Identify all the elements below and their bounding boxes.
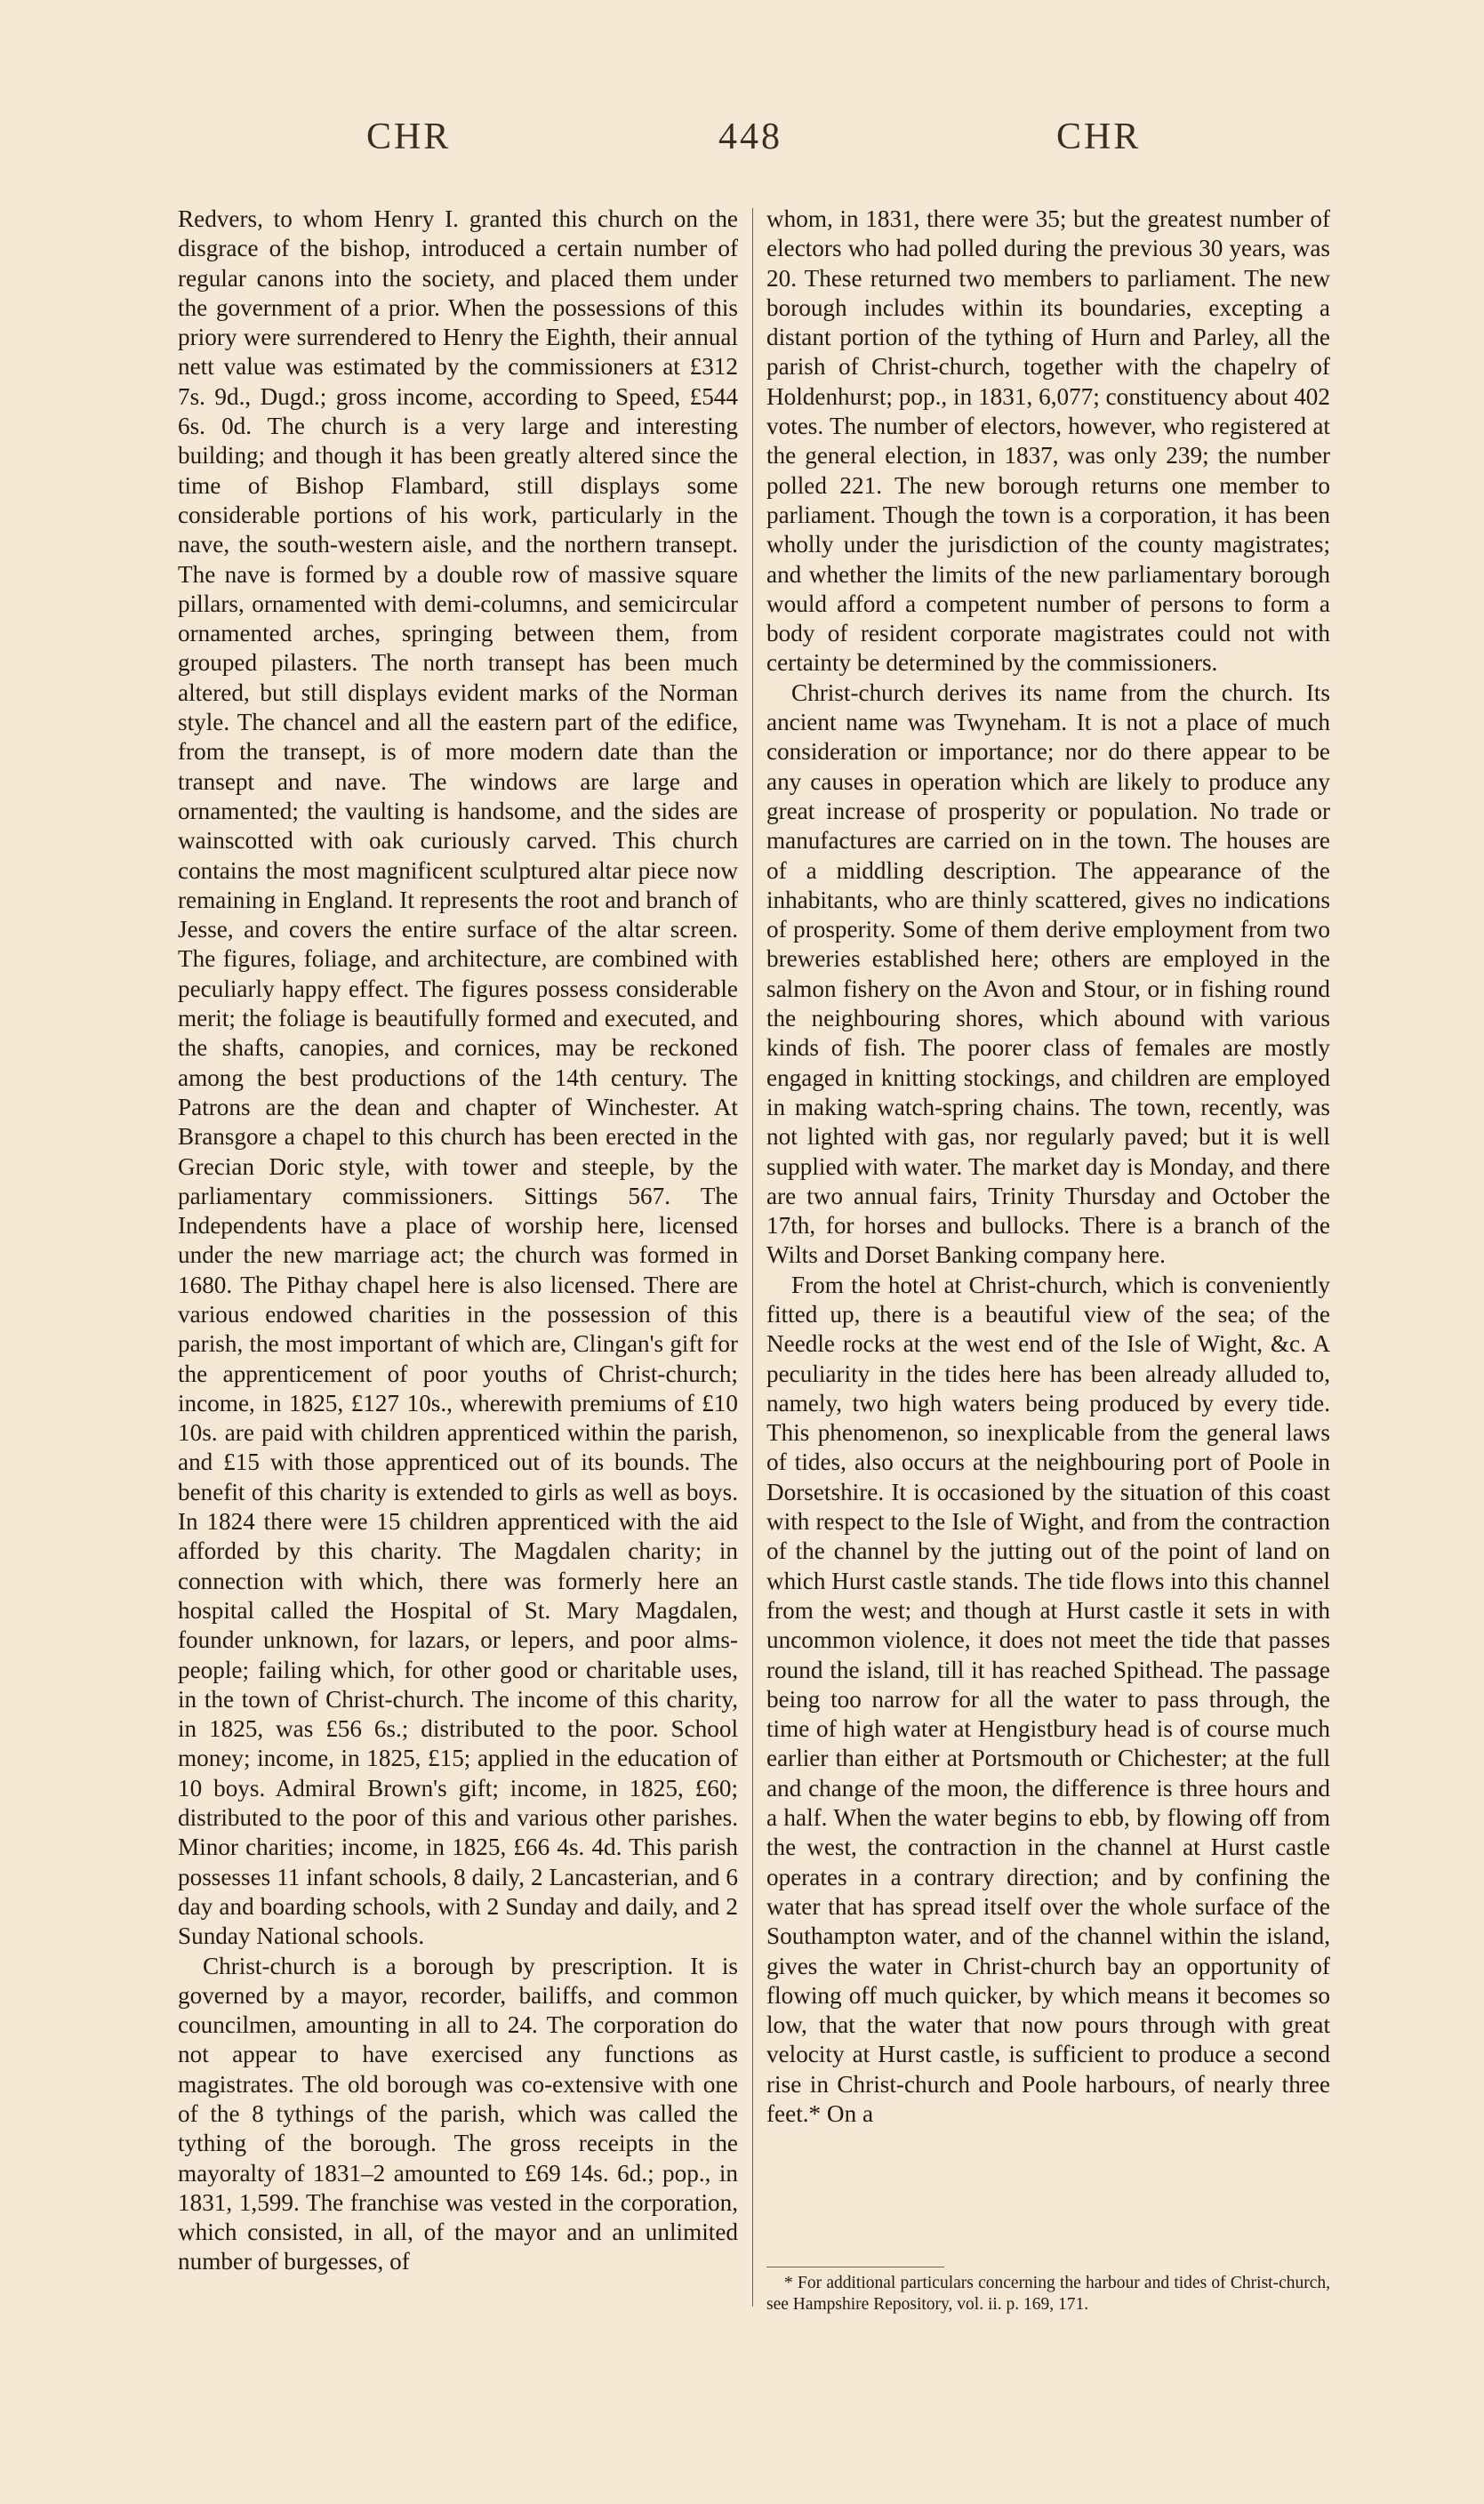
page-number: 448 — [718, 116, 782, 157]
paragraph: Christ-church is a borough by prescription. It is governed by a mayor, recorder, bailiffs, and common councilmen, amounting in all to 24. The corporation do not appear to have exercised any functions as magistrates. The old borough was co-extensive with one of the 8 tythings of the parish, which was called the tything of the borough. The gross receipts in the mayoralty of 1831–2 amounted to £69 14s. 6d.; pop., in 1831, 1,599. The franchise was vested in the corporation, which consisted, in all, of the mayor and an unlimited number of burgesses, of — [178, 1952, 738, 2275]
paragraph: From the hotel at Christ-church, which is conveniently fitted up, there is a beautiful view of the sea; of the Needle rocks at the west end of the Isle of Wight, &c. A peculiarity in the tides here has been already alluded to, namely, two high waters being produced by every tide. This phenomenon, so inexplicable from the general laws of tides, also occurs at the neighbouring port of Poole in Dorsetshire. It is occasioned by the situation of this coast with respect to the Isle of Wight, and from the contraction of the channel by the jutting out of the point of land on which Hurst castle stands. The tide flows into this channel from the west; and though at Hurst castle it sets in with uncommon violence, it does not meet the tide that passes round the island, till it has reached Spithead. The passage being too narrow for all the water to pass through, the time of high water at Hengistbury head is of course much earlier than either at Portsmouth or Chichester; at the full and change of the moon, the difference is three hours and a half. When the water begins to ebb, by flowing off from the west, the contraction in the channel at Hurst castle operates in a contrary direction; and by confining the water that has spread itself over the whole surface of the Southampton water, and of the channel within the island, gives the water in Christ-church bay an opportunity of flowing off much quicker, by which means it becomes so low, that the water that now pours through with great velocity at Hurst castle, is sufficient to produce a second rise in Christ-church and Poole harbours, of nearly three feet.* On a — [766, 1271, 1330, 2127]
footnote: * For additional particulars concerning the harbour and tides of Christ-church, see Hampshire Repository, vol. ii. p. 169, 171. — [766, 2274, 1330, 2314]
paragraph: Christ-church derives its name from the church. Its ancient name was Twyneham. It is not a place of much consideration or importance; nor do there appear to be any causes in operation which are likely to produce any great increase of prosperity or population. No trade or manufactures are carried on in the town. The houses are of a middling description. The appearance of the inhabitants, who are thinly scattered, gives no indications of prosperity. Some of them derive employment from two breweries established here; others are employed in the salmon fishery on the Avon and Stour, or in fishing round the neighbouring shores, which abound with various kinds of fish. The poorer class of females are mostly engaged in knitting stockings, and children are employed in making watch-spring chains. The town, recently, was not lighted with gas, nor regularly paved; but it is well supplied with water. The market day is Monday, and there are two annual fairs, Trinity Thursday and October the 17th, for horses and bullocks. There is a branch of the Wilts and Dorset Banking company here. — [766, 678, 1330, 1269]
right-text-column — [766, 205, 1330, 2129]
paragraph: whom, in 1831, there were 35; but the greatest number of electors who had polled during the previous 30 years, was 20. These returned two members to parliament. The new borough includes within its boundaries, excepting a distant portion of the tything of Hurn and Parley, all the parish of Christ-church, together with the chapelry of Holdenhurst; pop., in 1831, 6,077; constituency about 402 votes. The number of electors, however, who registered at the general election, in 1837, was only 239; the number polled 221. The new borough returns one member to parliament. Though the town is a corporation, it has been wholly under the jurisdiction of the county magistrates; and whether the limits of the new parliamentary borough would afford a competent number of persons to form a body of resident corporate magistrates could not with certainty be determined by the commissioners. — [766, 205, 1330, 677]
header-left-keyword: CHR — [366, 116, 452, 157]
left-text-column — [178, 205, 738, 2277]
paragraph: Redvers, to whom Henry I. granted this church on the disgrace of the bishop, introduced a certain number of regular canons into the society, and placed them under the government of a prior. When the possessions of this priory were surrendered to Henry the Eighth, their annual nett value was estimated by the commissioners at £312 7s. 9d., Dugd.; gross income, according to Speed, £544 6s. 0d. The church is a very large and interesting building; and though it has been greatly altered since the time of Bishop Flambard, still displays some considerable portions of his work, particularly in the nave, the south-western aisle, and the northern transept. The nave is formed by a double row of massive square pillars, ornamented with demi-columns, and semicircular ornamented arches, springing between them, from grouped pilasters. The north transept has been much altered, but still displays evident marks of the Norman style. The chancel and all the eastern part of the edifice, from the transept, is of more modern date than the transept and nave. The windows are large and ornamented; the vaulting is handsome, and the sides are wainscotted with oak curiously carved. This church contains the most magnificent sculptured altar piece now remaining in England. It represents the root and branch of Jesse, and covers the entire surface of the altar screen. The figures, foliage, and architecture, are combined with peculiarly happy effect. The figures possess considerable merit; the foliage is beautifully formed and executed, and the shafts, canopies, and cornices, may be reckoned among the best productions of the 14th century. The Patrons are the dean and chapter of Winchester. At Bransgore a chapel to this church has been erected in the Grecian Doric style, with tower and steeple, by the parliamentary commissioners. Sittings 567. The Independents have a place of worship here, licensed under the new marriage act; the church was formed in 1680. The Pithay chapel here is also licensed. There are various endowed charities in the possession of this parish, the most important of which are, Clingan's gift for the apprenticement of poor youths of Christ-church; income, in 1825, £127 10s., wherewith premiums of £10 10s. are paid with children apprenticed within the parish, and £15 with those apprenticed out of its bounds. The benefit of this charity is extended to girls as well as boys. In 1824 there were 15 children apprenticed with the aid afforded by this charity. The Magdalen charity; in connection with which, there was formerly here an hospital called the Hospital of St. Mary Magdalen, founder unknown, for lazars, or lepers, and poor alms-people; failing which, for other good or charitable uses, in the town of Christ-church. The income of this charity, in 1825, was £56 6s.; distributed to the poor. School money; income, in 1825, £15; applied in the education of 10 boys. Admiral Brown's gift; income, in 1825, £60; distributed to the poor of this and various other parishes. Minor charities; income, in 1825, £66 4s. 4d. This parish possesses 11 infant schools, 8 daily, 2 Lancasterian, and 6 day and boarding schools, with 2 Sunday and daily, and 2 Sunday National schools. — [178, 205, 738, 1950]
header-right-keyword: CHR — [1056, 116, 1142, 157]
running-header — [0, 116, 1484, 169]
column-divider — [752, 208, 753, 2307]
